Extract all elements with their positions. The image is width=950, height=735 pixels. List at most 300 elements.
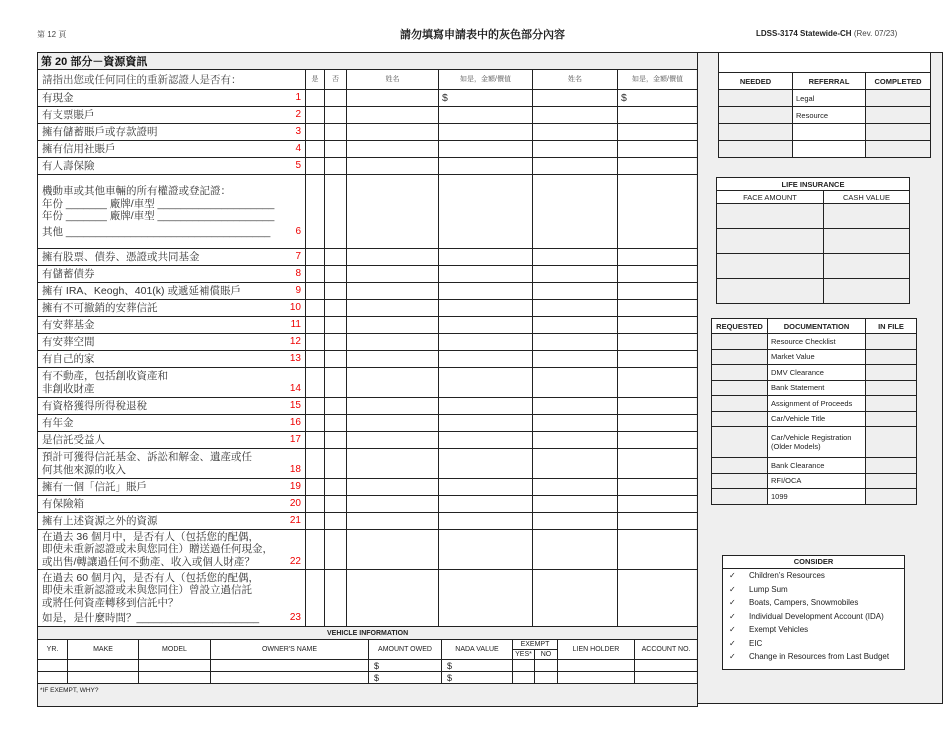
value-1-field[interactable] bbox=[439, 317, 533, 334]
resource-label-cell bbox=[38, 107, 306, 124]
name-1-field[interactable] bbox=[347, 334, 439, 351]
name-1-field[interactable] bbox=[347, 300, 439, 317]
no-checkbox[interactable] bbox=[325, 158, 347, 175]
account-cell[interactable] bbox=[635, 660, 698, 672]
requested-cell[interactable] bbox=[712, 427, 768, 458]
resource-row bbox=[38, 317, 698, 334]
name-2-field[interactable] bbox=[533, 496, 618, 513]
yes-checkbox[interactable] bbox=[306, 141, 325, 158]
referral-item: Legal bbox=[793, 90, 866, 107]
question-label: 請指出您或任何同住的重新認證人是否有： bbox=[38, 70, 306, 90]
referral-table bbox=[718, 52, 931, 158]
col-name-1: 姓名 bbox=[347, 70, 439, 90]
no-checkbox[interactable] bbox=[325, 479, 347, 496]
col-exempt-yes: YES* bbox=[513, 650, 535, 660]
yes-checkbox[interactable] bbox=[306, 107, 325, 124]
name-1-field[interactable] bbox=[347, 513, 439, 530]
value-1-field[interactable] bbox=[439, 570, 533, 627]
resource-label bbox=[42, 109, 301, 122]
resource-label-lines bbox=[42, 434, 287, 447]
name-1-field[interactable] bbox=[347, 432, 439, 449]
yes-checkbox[interactable] bbox=[306, 249, 325, 266]
name-1-field[interactable] bbox=[347, 368, 439, 398]
form-id bbox=[756, 29, 897, 38]
no-checkbox[interactable] bbox=[325, 449, 347, 479]
documentation-table bbox=[711, 318, 917, 505]
value-2-field[interactable] bbox=[618, 158, 698, 175]
in-file-cell[interactable] bbox=[866, 349, 917, 365]
yes-checkbox[interactable] bbox=[306, 283, 325, 300]
documentation-item: Market Value bbox=[768, 349, 866, 365]
resource-label bbox=[42, 400, 301, 413]
name-2-field[interactable] bbox=[533, 124, 618, 141]
value-2-field[interactable] bbox=[618, 124, 698, 141]
value-2-field[interactable] bbox=[618, 530, 698, 570]
yes-checkbox[interactable] bbox=[306, 266, 325, 283]
yes-checkbox[interactable] bbox=[306, 158, 325, 175]
face-amount-cell[interactable] bbox=[717, 279, 824, 304]
resource-label bbox=[42, 531, 301, 569]
name-2-field[interactable] bbox=[533, 283, 618, 300]
no-checkbox[interactable] bbox=[325, 530, 347, 570]
value-1-field[interactable] bbox=[439, 351, 533, 368]
value-1-field[interactable] bbox=[439, 158, 533, 175]
value-1-field[interactable] bbox=[439, 513, 533, 530]
face-amount-cell[interactable] bbox=[717, 229, 824, 254]
resource-label-line: 即使未重新認證或未與您同住）曾設立過信託 bbox=[42, 584, 252, 596]
documentation-row bbox=[712, 380, 917, 396]
col-value-2: 如是，金額/價值 bbox=[618, 70, 698, 90]
name-1-field[interactable] bbox=[347, 175, 439, 249]
name-1-field[interactable] bbox=[347, 317, 439, 334]
page-title: 請勿填寫申請表中的灰色部分內容 bbox=[400, 29, 565, 41]
no-checkbox[interactable] bbox=[325, 249, 347, 266]
item-number: 22 bbox=[289, 555, 301, 567]
value-1-field[interactable] bbox=[439, 283, 533, 300]
make-cell[interactable] bbox=[68, 672, 139, 684]
value-2-field[interactable] bbox=[618, 266, 698, 283]
value-2-field[interactable] bbox=[618, 300, 698, 317]
requested-cell[interactable] bbox=[712, 396, 768, 412]
needed-cell[interactable] bbox=[719, 107, 793, 124]
referral-item: Resource bbox=[793, 107, 866, 124]
needed-cell[interactable] bbox=[719, 124, 793, 141]
exempt-no-cell[interactable] bbox=[535, 660, 558, 672]
requested-cell[interactable] bbox=[712, 473, 768, 489]
requested-cell[interactable] bbox=[712, 489, 768, 505]
name-2-field[interactable] bbox=[533, 513, 618, 530]
value-2-field[interactable] bbox=[618, 496, 698, 513]
resource-label-lines bbox=[42, 302, 287, 315]
yes-checkbox[interactable] bbox=[306, 124, 325, 141]
resource-label-line: 有保險箱 bbox=[42, 497, 84, 510]
resource-row bbox=[38, 398, 698, 415]
yr-cell[interactable] bbox=[38, 672, 68, 684]
name-2-field[interactable] bbox=[533, 266, 618, 283]
resource-label-line: 有安葬空間 bbox=[42, 335, 95, 348]
yes-checkbox[interactable] bbox=[306, 317, 325, 334]
resource-label-line: 有支票賬戶 bbox=[42, 108, 95, 121]
resource-label bbox=[42, 92, 301, 105]
yes-checkbox[interactable] bbox=[306, 90, 325, 107]
lien-cell[interactable] bbox=[558, 672, 635, 684]
resource-label bbox=[42, 451, 301, 476]
resource-label-cell bbox=[38, 124, 306, 141]
value-2-field[interactable] bbox=[618, 141, 698, 158]
in-file-cell[interactable] bbox=[866, 380, 917, 396]
name-1-field[interactable] bbox=[347, 449, 439, 479]
yes-checkbox[interactable] bbox=[306, 449, 325, 479]
cash-value-cell[interactable] bbox=[824, 229, 910, 254]
col-in-file: IN FILE bbox=[866, 319, 917, 334]
name-1-field[interactable] bbox=[347, 351, 439, 368]
requested-cell[interactable] bbox=[712, 365, 768, 381]
documentation-item: DMV Clearance bbox=[768, 365, 866, 381]
no-checkbox[interactable] bbox=[325, 368, 347, 398]
yes-checkbox[interactable] bbox=[306, 415, 325, 432]
resource-label-cell bbox=[38, 415, 306, 432]
yes-checkbox[interactable] bbox=[306, 513, 325, 530]
nada-cell[interactable]: $ bbox=[442, 660, 513, 672]
resource-label-cell bbox=[38, 530, 306, 570]
resource-label-lines bbox=[42, 353, 287, 366]
item-number: 13 bbox=[289, 352, 301, 364]
resource-row bbox=[38, 175, 698, 249]
in-file-cell[interactable] bbox=[866, 458, 917, 474]
value-2-field[interactable] bbox=[618, 398, 698, 415]
resource-label-line: 擁有一個「信託」賬戶 bbox=[42, 480, 147, 493]
life-insurance-table bbox=[716, 177, 910, 304]
value-1-field[interactable] bbox=[439, 266, 533, 283]
name-2-field[interactable] bbox=[533, 479, 618, 496]
resource-row bbox=[38, 368, 698, 398]
needed-cell[interactable] bbox=[719, 141, 793, 158]
resource-label-cell bbox=[38, 90, 306, 107]
yes-checkbox[interactable] bbox=[306, 530, 325, 570]
exempt-no-cell[interactable] bbox=[535, 672, 558, 684]
resource-label-lines bbox=[42, 268, 292, 281]
no-checkbox[interactable] bbox=[325, 513, 347, 530]
completed-cell[interactable] bbox=[866, 90, 931, 107]
name-1-field[interactable] bbox=[347, 107, 439, 124]
yes-checkbox[interactable] bbox=[306, 432, 325, 449]
value-2-field[interactable] bbox=[618, 368, 698, 398]
item-number: 23 bbox=[289, 612, 301, 623]
in-file-cell[interactable] bbox=[866, 427, 917, 458]
in-file-cell[interactable] bbox=[866, 473, 917, 489]
model-cell[interactable] bbox=[139, 672, 211, 684]
no-checkbox[interactable] bbox=[325, 300, 347, 317]
value-1-field[interactable] bbox=[439, 398, 533, 415]
no-checkbox[interactable] bbox=[325, 432, 347, 449]
in-file-cell[interactable] bbox=[866, 334, 917, 350]
name-2-field[interactable] bbox=[533, 175, 618, 249]
lien-cell[interactable] bbox=[558, 660, 635, 672]
resource-row bbox=[38, 266, 698, 283]
value-2-field[interactable] bbox=[618, 570, 698, 627]
value-2-field[interactable] bbox=[618, 249, 698, 266]
vehicle-information-table bbox=[37, 626, 698, 707]
yes-checkbox[interactable] bbox=[306, 175, 325, 249]
resource-label-lines bbox=[42, 319, 288, 332]
nada-cell[interactable]: $ bbox=[442, 672, 513, 684]
value-1-field[interactable] bbox=[439, 175, 533, 249]
consider-item-label: Exempt Vehicles bbox=[749, 625, 809, 634]
value-2-field[interactable] bbox=[618, 432, 698, 449]
completed-cell[interactable] bbox=[866, 124, 931, 141]
value-2-field[interactable] bbox=[618, 479, 698, 496]
make-cell[interactable] bbox=[68, 660, 139, 672]
face-amount-cell[interactable] bbox=[717, 204, 824, 229]
col-exempt: EXEMPT bbox=[513, 640, 558, 650]
cash-value-cell[interactable] bbox=[824, 254, 910, 279]
exempt-yes-cell[interactable] bbox=[513, 660, 535, 672]
resource-label-lines bbox=[42, 498, 287, 511]
name-2-field[interactable] bbox=[533, 317, 618, 334]
amount-owed-cell[interactable]: $ bbox=[369, 672, 442, 684]
cash-value-cell[interactable] bbox=[824, 279, 910, 304]
referral-blank-row bbox=[719, 53, 931, 73]
resource-label-cell bbox=[38, 368, 306, 398]
name-1-field[interactable] bbox=[347, 496, 439, 513]
name-2-field[interactable] bbox=[533, 351, 618, 368]
vehicle-row bbox=[38, 660, 698, 672]
yes-checkbox[interactable] bbox=[306, 300, 325, 317]
item-number: 10 bbox=[289, 301, 301, 313]
name-2-field[interactable] bbox=[533, 570, 618, 627]
resource-row bbox=[38, 449, 698, 479]
consider-item bbox=[723, 569, 904, 583]
name-2-field[interactable] bbox=[533, 334, 618, 351]
resource-row bbox=[38, 141, 698, 158]
in-file-cell[interactable] bbox=[866, 365, 917, 381]
resource-row bbox=[38, 496, 698, 513]
model-cell[interactable] bbox=[139, 660, 211, 672]
yes-checkbox[interactable] bbox=[306, 368, 325, 398]
value-1-field[interactable] bbox=[439, 530, 533, 570]
item-number: 15 bbox=[289, 399, 301, 411]
check-icon: ✓ bbox=[729, 652, 736, 661]
name-1-field[interactable] bbox=[347, 570, 439, 627]
value-1-field[interactable] bbox=[439, 432, 533, 449]
value-1-field[interactable] bbox=[439, 141, 533, 158]
value-1-field[interactable] bbox=[439, 249, 533, 266]
documentation-row bbox=[712, 489, 917, 505]
name-1-field[interactable] bbox=[347, 479, 439, 496]
requested-cell[interactable] bbox=[712, 458, 768, 474]
value-1-field[interactable] bbox=[439, 368, 533, 398]
name-1-field[interactable] bbox=[347, 124, 439, 141]
name-1-field[interactable] bbox=[347, 158, 439, 175]
documentation-item: Car/Vehicle Title bbox=[768, 411, 866, 427]
resource-label-line: 擁有不可撤銷的安葬信託 bbox=[42, 301, 158, 314]
name-1-field[interactable] bbox=[347, 90, 439, 107]
resource-label-line: 有年金 bbox=[42, 416, 74, 429]
no-checkbox[interactable] bbox=[325, 266, 347, 283]
no-checkbox[interactable] bbox=[325, 415, 347, 432]
no-checkbox[interactable] bbox=[325, 124, 347, 141]
documentation-row bbox=[712, 473, 917, 489]
resource-label-line: 有現金 bbox=[42, 91, 74, 104]
no-checkbox[interactable] bbox=[325, 317, 347, 334]
referral-item bbox=[793, 141, 866, 158]
name-2-field[interactable] bbox=[533, 300, 618, 317]
documentation-row bbox=[712, 427, 917, 458]
value-2-field[interactable] bbox=[618, 449, 698, 479]
resource-label-lines bbox=[42, 400, 287, 413]
no-checkbox[interactable] bbox=[325, 175, 347, 249]
value-2-field[interactable] bbox=[618, 351, 698, 368]
value-1-field[interactable] bbox=[439, 479, 533, 496]
item-number: 11 bbox=[290, 318, 301, 330]
yes-checkbox[interactable] bbox=[306, 479, 325, 496]
consider-item-label: EIC bbox=[749, 638, 763, 648]
resource-label-cell bbox=[38, 479, 306, 496]
name-1-field[interactable] bbox=[347, 141, 439, 158]
value-2-field[interactable] bbox=[618, 334, 698, 351]
yes-checkbox[interactable] bbox=[306, 496, 325, 513]
value-2-field[interactable] bbox=[618, 513, 698, 530]
value-2-field[interactable]: $ bbox=[618, 90, 698, 107]
requested-cell[interactable] bbox=[712, 334, 768, 350]
name-2-field[interactable] bbox=[533, 415, 618, 432]
resource-label-line: 或出售/轉讓過任何不動產、收入或個人財產？ bbox=[42, 555, 255, 568]
requested-cell[interactable] bbox=[712, 380, 768, 396]
item-number: 4 bbox=[295, 142, 301, 154]
exempt-yes-cell[interactable] bbox=[513, 672, 535, 684]
referral-row bbox=[719, 141, 931, 158]
referral-row bbox=[719, 124, 931, 141]
amount-owed-cell[interactable]: $ bbox=[369, 660, 442, 672]
in-file-cell[interactable] bbox=[866, 396, 917, 412]
name-2-field[interactable] bbox=[533, 530, 618, 570]
value-1-field[interactable]: $ bbox=[439, 90, 533, 107]
requested-cell[interactable] bbox=[712, 411, 768, 427]
consider-item-label: Change in Resources from Last Budget bbox=[749, 652, 890, 661]
section-title: 第 20 部分－資源資訊 bbox=[38, 53, 698, 70]
no-checkbox[interactable] bbox=[325, 90, 347, 107]
owner-cell[interactable] bbox=[211, 672, 369, 684]
documentation-item: Bank Clearance bbox=[768, 458, 866, 474]
no-checkbox[interactable] bbox=[325, 283, 347, 300]
name-2-field[interactable] bbox=[533, 158, 618, 175]
col-nada: NADA VALUE bbox=[442, 640, 513, 660]
value-1-field[interactable] bbox=[439, 124, 533, 141]
documentation-item: 1099 bbox=[768, 489, 866, 505]
resource-label-line: 在過去 36 個月中，是否有人（包括您的配偶， bbox=[42, 530, 260, 543]
no-checkbox[interactable] bbox=[325, 351, 347, 368]
resource-label-line: 即使未重新認證或未與您同住）贈送過任何現金， bbox=[42, 543, 273, 556]
value-2-field[interactable] bbox=[618, 317, 698, 334]
resource-label bbox=[42, 434, 301, 447]
owner-cell[interactable] bbox=[211, 660, 369, 672]
resource-label-lines bbox=[42, 451, 287, 476]
consider-item bbox=[723, 583, 904, 597]
value-1-field[interactable] bbox=[439, 107, 533, 124]
name-1-field[interactable] bbox=[347, 415, 439, 432]
value-1-field[interactable] bbox=[439, 496, 533, 513]
resource-label bbox=[42, 126, 301, 139]
name-2-field[interactable] bbox=[533, 90, 618, 107]
yes-checkbox[interactable] bbox=[306, 334, 325, 351]
value-1-field[interactable] bbox=[439, 300, 533, 317]
yr-cell[interactable] bbox=[38, 660, 68, 672]
resource-label-cell bbox=[38, 496, 306, 513]
col-requested: REQUESTED bbox=[712, 319, 768, 334]
completed-cell[interactable] bbox=[866, 107, 931, 124]
face-amount-cell[interactable] bbox=[717, 254, 824, 279]
name-2-field[interactable] bbox=[533, 432, 618, 449]
documentation-item: RFI/OCA bbox=[768, 473, 866, 489]
yes-checkbox[interactable] bbox=[306, 351, 325, 368]
yes-checkbox[interactable] bbox=[306, 398, 325, 415]
resource-label bbox=[42, 302, 301, 315]
col-lien-holder: LIEN HOLDER bbox=[558, 640, 635, 660]
name-1-field[interactable] bbox=[347, 530, 439, 570]
value-1-field[interactable] bbox=[439, 415, 533, 432]
resource-label bbox=[42, 353, 301, 366]
col-amount-owed: AMOUNT OWED bbox=[369, 640, 442, 660]
item-number: 2 bbox=[295, 108, 301, 120]
needed-cell[interactable] bbox=[719, 90, 793, 107]
resource-label-lines bbox=[42, 160, 292, 173]
requested-cell[interactable] bbox=[712, 349, 768, 365]
name-1-field[interactable] bbox=[347, 283, 439, 300]
name-2-field[interactable] bbox=[533, 398, 618, 415]
name-1-field[interactable] bbox=[347, 398, 439, 415]
no-checkbox[interactable] bbox=[325, 496, 347, 513]
value-2-field[interactable] bbox=[618, 107, 698, 124]
resource-label-line: 擁有 IRA、Keogh、401(k) 或遞延補償賬戶 bbox=[42, 284, 241, 297]
form-revision: (Rev. 07/23) bbox=[853, 29, 898, 38]
value-2-field[interactable] bbox=[618, 415, 698, 432]
name-2-field[interactable] bbox=[533, 249, 618, 266]
no-checkbox[interactable] bbox=[325, 570, 347, 627]
item-number: 8 bbox=[295, 267, 301, 279]
account-cell[interactable] bbox=[635, 672, 698, 684]
value-1-field[interactable] bbox=[439, 334, 533, 351]
cash-value-cell[interactable] bbox=[824, 204, 910, 229]
completed-cell[interactable] bbox=[866, 141, 931, 158]
exempt-why-field[interactable]: *IF EXEMPT, WHY? bbox=[38, 684, 698, 707]
in-file-cell[interactable] bbox=[866, 489, 917, 505]
value-2-field[interactable] bbox=[618, 283, 698, 300]
resource-label-cell bbox=[38, 432, 306, 449]
resource-label-lines bbox=[42, 92, 292, 105]
no-checkbox[interactable] bbox=[325, 107, 347, 124]
name-2-field[interactable] bbox=[533, 368, 618, 398]
resource-label-lines bbox=[42, 185, 292, 238]
no-checkbox[interactable] bbox=[325, 141, 347, 158]
resource-label-cell bbox=[38, 141, 306, 158]
name-2-field[interactable] bbox=[533, 141, 618, 158]
resource-row bbox=[38, 90, 698, 107]
item-number: 16 bbox=[289, 416, 301, 428]
name-2-field[interactable] bbox=[533, 107, 618, 124]
col-referral: REFERRAL bbox=[793, 73, 866, 90]
resource-label bbox=[42, 285, 301, 298]
value-2-field[interactable] bbox=[618, 175, 698, 249]
in-file-cell[interactable] bbox=[866, 411, 917, 427]
yes-checkbox[interactable] bbox=[306, 570, 325, 627]
name-1-field[interactable] bbox=[347, 266, 439, 283]
name-2-field[interactable] bbox=[533, 449, 618, 479]
resource-label bbox=[42, 417, 301, 430]
no-checkbox[interactable] bbox=[325, 398, 347, 415]
no-checkbox[interactable] bbox=[325, 334, 347, 351]
value-1-field[interactable] bbox=[439, 449, 533, 479]
name-1-field[interactable] bbox=[347, 249, 439, 266]
